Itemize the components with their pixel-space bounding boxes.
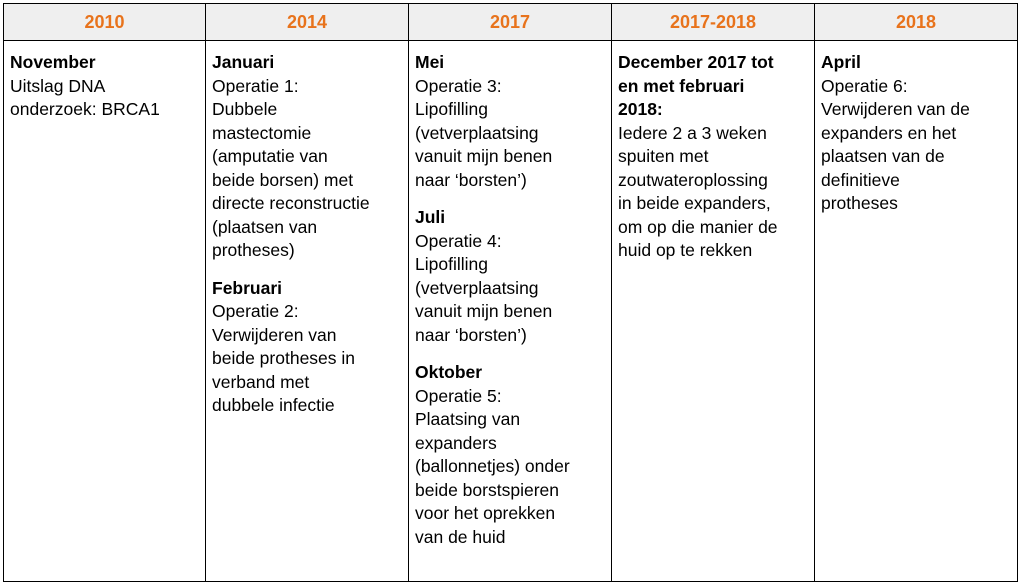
entry-text: vanuit mijn benen: [415, 301, 553, 321]
entry-text: beide borstspieren: [415, 479, 559, 500]
entry-text: Operatie 6:: [821, 75, 908, 96]
entry-text: Operatie 4:: [415, 230, 502, 251]
entry-text: van de huid: [415, 526, 506, 547]
entry-text: Verwijderen van de: [821, 99, 970, 119]
entry-text: vanuit mijn benen: [415, 146, 553, 166]
entry-text: Plaatsing van: [415, 409, 521, 429]
entry-text: plaatsen van de: [821, 146, 945, 166]
entry-text: Lipofilling: [415, 99, 488, 119]
body-row: [4, 41, 1018, 582]
cell-2014: [206, 41, 409, 582]
entry-title: Mei: [415, 52, 445, 72]
entry-text: spuiten met: [618, 146, 709, 166]
entry-text: Operatie 3:: [415, 75, 502, 96]
timeline-entry: [212, 277, 402, 418]
entry-text: mastectomie: [212, 122, 312, 143]
cell-2017-2018: [612, 41, 815, 582]
header-cell-2017-2018: 2017-2018: [612, 4, 815, 41]
entry-text: onderzoek: BRCA1: [10, 99, 160, 119]
cell-2017: [409, 41, 612, 582]
entry-text: expanders en het: [821, 122, 957, 143]
entry-title: Januari: [212, 52, 275, 72]
header-cell-2017: 2017: [409, 4, 612, 41]
entry-text: Operatie 1:: [212, 75, 299, 96]
entry-text: Operatie 2:: [212, 301, 299, 321]
entry-text: Verwijderen van: [212, 324, 337, 345]
timeline-entry: [415, 361, 605, 549]
entry-text: Iedere 2 a 3 weken: [618, 122, 767, 143]
entry-text: directe reconstructie: [212, 193, 370, 213]
entry-text: beide borsen) met: [212, 169, 354, 190]
entry-text: (amputatie van: [212, 146, 328, 166]
entry-title: April: [821, 52, 861, 72]
entry-text: om op die manier de: [618, 216, 778, 237]
entry-title: en met februari: [618, 75, 745, 96]
entry-text: (plaatsen van: [212, 216, 318, 237]
entry-text: dubbele infectie: [212, 395, 335, 415]
entry-text: expanders: [415, 432, 497, 453]
entry-title: November: [10, 52, 96, 72]
entry-text: Operatie 5:: [415, 385, 502, 406]
entry-text: definitieve: [821, 169, 900, 190]
cell-2018: [815, 41, 1018, 582]
entry-text: naar ‘borsten’): [415, 169, 527, 190]
entry-text: (vetverplaatsing: [415, 122, 539, 143]
entry-text: protheses: [821, 193, 898, 213]
entry-title: December 2017 tot: [618, 52, 774, 72]
entry-text: in beide expanders,: [618, 193, 771, 213]
entry-text: Dubbele: [212, 99, 278, 119]
timeline-entry: [821, 51, 1011, 216]
entry-text: Lipofilling: [415, 254, 488, 274]
entry-title: Februari: [212, 277, 283, 298]
entry-title: Juli: [415, 207, 446, 227]
cell-2010: [4, 41, 206, 582]
entry-title: 2018:: [618, 99, 663, 119]
entry-text: voor het oprekken: [415, 503, 556, 523]
timeline-entry: [415, 51, 605, 192]
timeline-entry: [618, 51, 808, 263]
timeline-entry: [415, 206, 605, 347]
timeline-table: [3, 3, 1018, 582]
entry-text: protheses): [212, 240, 295, 260]
entry-text: zoutwateroplossing: [618, 169, 768, 190]
entry-text: naar ‘borsten’): [415, 324, 527, 345]
entry-text: verband met: [212, 371, 310, 392]
header-cell-2014: 2014: [206, 4, 409, 41]
timeline-entry: [10, 51, 199, 122]
header-cell-2018: 2018: [815, 4, 1018, 41]
entry-text: (vetverplaatsing: [415, 277, 539, 298]
header-row: [4, 4, 1018, 41]
header-cell-2010: 2010: [4, 4, 206, 41]
timeline-entry: [212, 51, 402, 263]
entry-title: Oktober: [415, 362, 483, 382]
entry-text: beide protheses in: [212, 348, 356, 368]
entry-text: huid op te rekken: [618, 240, 753, 260]
entry-text: (ballonnetjes) onder: [415, 456, 570, 476]
entry-text: Uitslag DNA: [10, 75, 106, 96]
